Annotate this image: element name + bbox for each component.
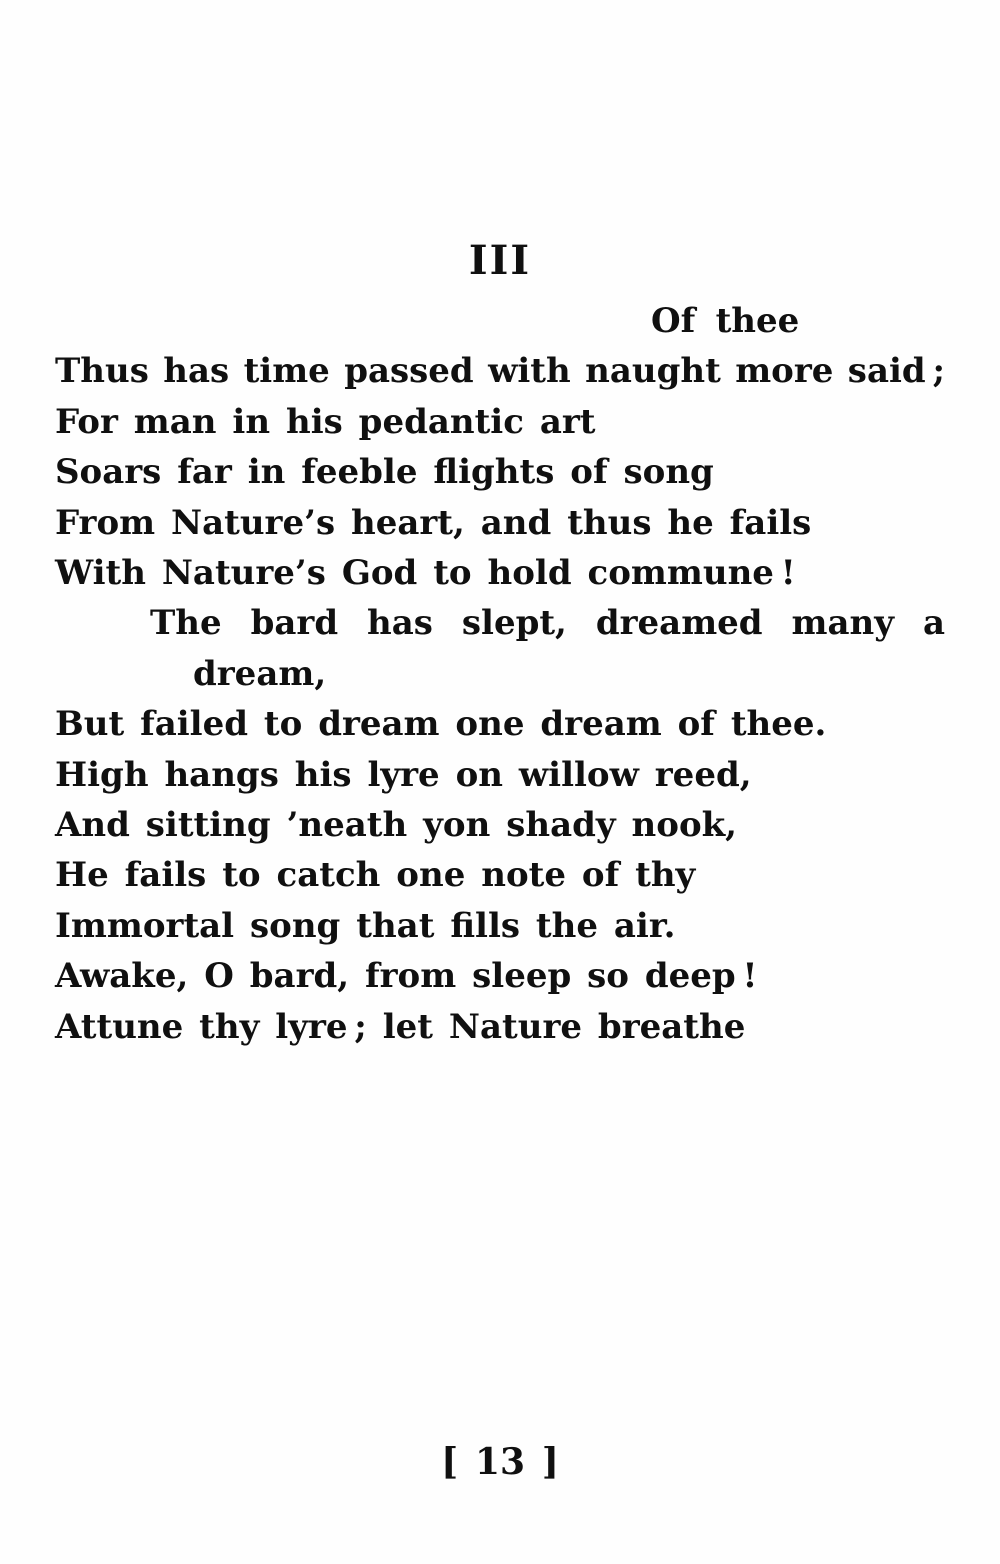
poem-body [55, 296, 945, 1052]
poem-line: dream, [193, 653, 327, 694]
poem-line: Soars far in feeble flights of song [55, 452, 714, 493]
poem-line: From Nature’s heart, and thus he fails [55, 502, 812, 543]
poem-line: High hangs his lyre on willow reed, [55, 754, 752, 795]
poem-line: The bard has slept, dreamed many a [150, 603, 945, 644]
section-heading: III [468, 237, 532, 284]
poem-line: He fails to catch one note of thy [55, 855, 696, 896]
poem-line: Immortal song that fills the air. [55, 905, 676, 946]
page-number: [ 13 ] [441, 1441, 559, 1483]
poem-line-continuation: Of thee [651, 301, 800, 341]
poem-line: Attune thy lyre ; let Nature breathe [55, 1006, 746, 1047]
poem-line: But failed to dream one dream of thee. [55, 704, 827, 745]
poem-line: Awake, O bard, from sleep so deep ! [55, 956, 758, 997]
poem-line: For man in his pedantic art [55, 401, 596, 442]
poem-line: Thus has time passed with naught more said ; [55, 351, 945, 392]
poem-line: With Nature’s God to hold commune ! [55, 553, 796, 594]
poem-line: And sitting ’neath yon shady nook, [55, 805, 738, 846]
